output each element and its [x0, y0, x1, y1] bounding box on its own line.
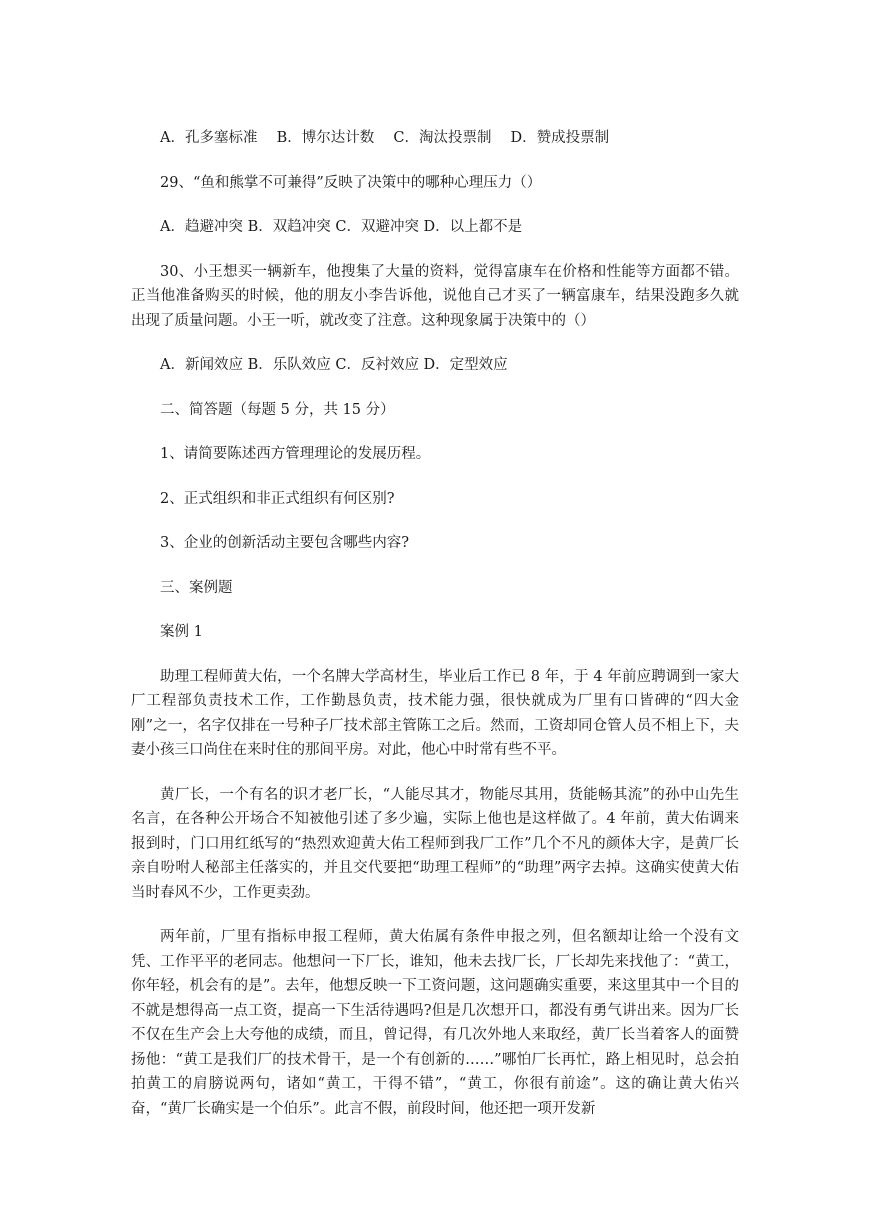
short-answer-question-2: 2、正式组织和非正式组织有何区别?	[160, 490, 395, 507]
question-29: 29、“鱼和熊掌不可兼得”反映了决策中的哪种心理压力（）	[160, 174, 542, 191]
section-heading-case-study: 三、案例题	[160, 579, 233, 596]
case-title: 案例 1	[160, 624, 203, 640]
section-heading-short-answer: 二、简答题（每题 5 分，共 15 分）	[160, 401, 395, 418]
case-paragraph-3: 两年前，厂里有指标申报工程师，黄大佑属有条件申报之列，但名额却让给一个没有文凭、工作平平的老同志。他想问一下厂长，谁知，他未去找厂长，厂长却先来找他了：“黄工，你年轻，机会有的是”。去年，他想反映一下工资问题，这问题确实重要，来这里其中一个目的不就是想得高一点工资，提高一下生活待遇吗?但是几次想开口，都没有勇气讲出来。因为厂长不仅在生产会上大夸他的成绩，而且，曾记得，有几次外地人来取经，黄厂长当着客人的面赞扬他：“黄工是我们厂的技术骨干，是一个有创新的……”哪怕厂长再忙，路上相见时，总会拍拍黄工的肩膀说两句，诸如“黄工，干得不错”，“黄工，你很有前途”。这的确让黄大佑兴奋，“黄厂长确实是一个伯乐”。此言不假，前段时间，他还把一项开发新	[131, 929, 739, 1117]
answer-options-q30: A．新闻效应 B．乐队效应 C．反衬效应 D．定型效应	[160, 357, 508, 373]
case-paragraph-1: 助理工程师黄大佑，一个名牌大学高材生，毕业后工作已 8 年，于 4 年前应聘调到一家大厂工程部负责技术工作，工作勤恳负责，技术能力强，很快就成为厂里有口皆碑的“四大金刚”之一，名字仅排在一号种子厂技术部主管陈工之后。然而，工资却同仓管人员不相上下，夫妻小孩三口尚住在来时住的那间平房。对此，他心中时常有些不平。	[131, 668, 739, 758]
short-answer-question-3: 3、企业的创新活动主要包含哪些内容?	[160, 535, 409, 551]
question-30: 30、小王想买一辆新车，他搜集了大量的资料，觉得富康车在价格和性能等方面都不错。正当他准备购买的时候，他的朋友小李告诉他，说他自己才买了一辆富康车，结果没跑多久就出现了质量问题。小王一听，就改变了注意。这种现象属于决策中的（）	[131, 263, 739, 329]
document-body	[131, 126, 739, 1141]
answer-options-q29: A．趋避冲突 B．双趋冲突 C．双避冲突 D．以上都不是	[160, 219, 523, 235]
answer-options-q28: A．孔多塞标准 B．博尔达计数 C．淘汰投票制 D．赞成投票制	[160, 130, 610, 146]
case-paragraph-2: 黄厂长，一个有名的识才老厂长，“人能尽其才，物能尽其用，货能畅其流”的孙中山先生名言，在各种公开场合不知被他引述了多少遍，实际上他也是这样做了。4 年前，黄大佑调来报到时，门口用红纸写的“热烈欢迎黄大佑工程师到我厂工作”几个不凡的颜体大字，是黄厂长亲自吩咐人秘部主任落实的，并且交代要把“助理工程师”的“助理”两字去掉。这确实使黄大佑当时春风不少，工作更卖劲。	[131, 786, 739, 901]
short-answer-question-1: 1、请简要陈述西方管理理论的发展历程。	[160, 446, 431, 462]
